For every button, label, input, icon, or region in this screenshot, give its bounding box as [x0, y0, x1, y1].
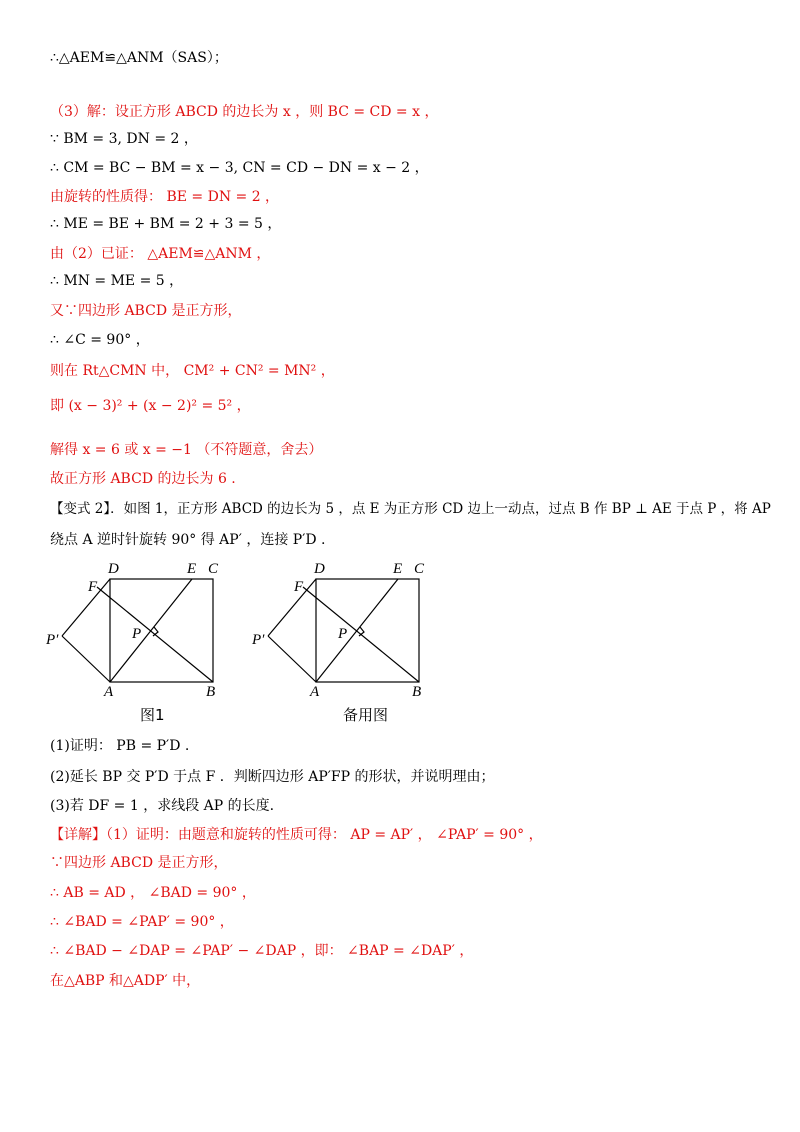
label-E: E	[187, 561, 197, 577]
text-line-13: 解得 x = 6 或 x = −1 （不符题意，舍去）	[50, 442, 323, 458]
text-line-19: (3)若 DF = 1 ，求线段 AP 的长度.	[50, 798, 275, 814]
text-line-12: 即 (x − 3)² + (x − 2)² = 5² ，	[50, 398, 251, 414]
label-A: A	[310, 684, 320, 700]
label-P-prime: P′	[46, 632, 59, 648]
text-line-1: ∴△AEM≌△ANM（SAS）；	[50, 50, 228, 66]
text-line-11: 则在 Rt△CMN 中， CM² + CN² = MN² ，	[50, 363, 335, 379]
figure-backup-caption: 备用图	[343, 706, 389, 724]
label-P-prime: P′	[252, 632, 265, 648]
label-P: P	[132, 626, 142, 642]
text-line-22: ∴ AB = AD ， ∠BAD = 90° ，	[50, 885, 256, 901]
text-line-6: ∴ ME = BE + BM = 2 + 3 = 5 ，	[50, 216, 282, 232]
text-line-2: （3）解：设正方形 ABCD 的边长为 x ，则 BC = CD = x ，	[50, 104, 439, 120]
label-C: C	[414, 561, 425, 577]
text-line-25: 在△ABP 和△ADP′ 中，	[50, 973, 201, 989]
text-line-24: ∴ ∠BAD − ∠DAP = ∠PAP′ − ∠DAP ，即： ∠BAP = ∠DAP′ ，	[50, 943, 474, 959]
text-line-9: 又∵四边形 ABCD 是正方形，	[50, 303, 242, 319]
label-B: B	[206, 684, 216, 700]
text-line-5: 由旋转的性质得： BE = DN = 2 ，	[50, 189, 280, 205]
text-line-23: ∴ ∠BAD = ∠PAP′ = 90° ，	[50, 914, 234, 930]
text-line-17: (1)证明： PB = P′D .	[50, 738, 190, 754]
text-line-7: 由（2）已证： △AEM≌△ANM ，	[50, 246, 271, 262]
text-line-8: ∴ MN = ME = 5 ，	[50, 273, 184, 289]
geometry-figure-1	[40, 555, 240, 700]
text-line-20: 【详解】（1）证明：由题意和旋转的性质可得： AP = AP′ ， ∠PAP′ = 90° ，	[50, 827, 543, 843]
text-line-21: ∵四边形 ABCD 是正方形，	[50, 855, 228, 871]
text-line-4: ∴ CM = BC − BM = x − 3, CN = CD − DN = x − 2 ，	[50, 160, 429, 176]
label-D: D	[108, 561, 119, 577]
label-E: E	[393, 561, 403, 577]
text-line-15: 【变式 2】．如图 1，正方形 ABCD 的边长为 5 ，点 E 为正方形 CD 边上一动点，过点 B 作 BP ⊥ AE 于点 P ，将 AP	[50, 501, 771, 517]
text-line-16: 绕点 A 逆时针旋转 90° 得 AP′ ，连接 P′D .	[50, 532, 326, 548]
text-line-14: 故正方形 ABCD 的边长为 6 .	[50, 471, 236, 487]
label-C: C	[208, 561, 219, 577]
text-line-3: ∵ BM = 3, DN = 2 ，	[50, 131, 198, 147]
label-F: F	[88, 579, 98, 595]
label-P: P	[338, 626, 348, 642]
text-line-10: ∴ ∠C = 90° ，	[50, 332, 150, 348]
figure-1-caption: 图1	[140, 706, 165, 724]
geometry-figure-backup	[246, 555, 446, 700]
label-A: A	[104, 684, 114, 700]
label-F: F	[294, 579, 304, 595]
text-line-18: (2)延长 BP 交 P′D 于点 F ．判断四边形 AP′FP 的形状，并说明理由；	[50, 769, 495, 785]
label-B: B	[412, 684, 422, 700]
label-D: D	[314, 561, 325, 577]
